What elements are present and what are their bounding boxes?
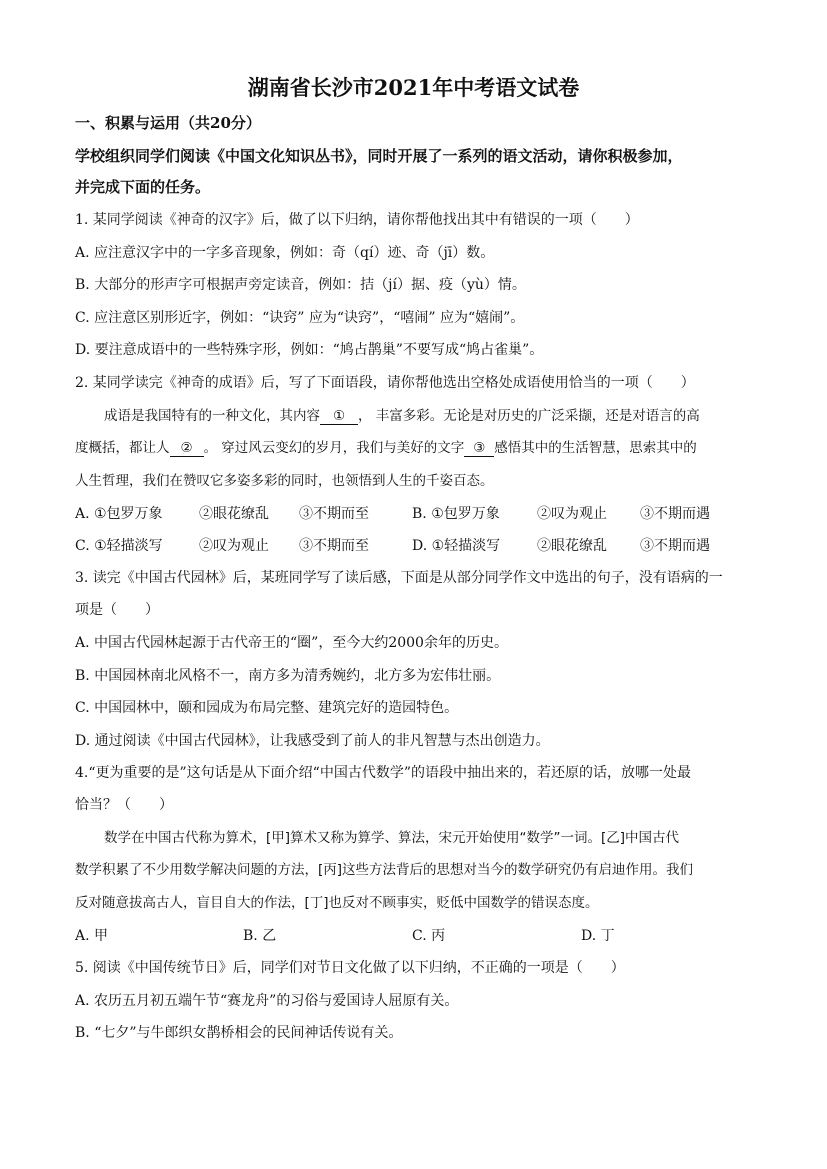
q4-option-a: A. 甲 bbox=[75, 928, 109, 944]
q2-option-a-2: ②眼花缭乱 bbox=[199, 506, 269, 522]
q2-stem: 2. 某同学读完《神奇的成语》后，写了下面语段，请你帮他选出空格处成语使用恰当的一项（ ） bbox=[75, 375, 695, 391]
q1-option-b: B. 大部分的形声字可根据声旁定读音，例如：拮（jí）据、疫（yù）情。 bbox=[75, 277, 526, 293]
q2-option-b-2: ②叹为观止 bbox=[537, 506, 607, 522]
q2-option-d-3: ③不期而遇 bbox=[640, 538, 710, 554]
q2-passage-text: ， 丰富多彩。无论是对历史的广泛采撷，还是对语言的高 bbox=[358, 408, 700, 424]
q2-option-b-3: ③不期而遇 bbox=[640, 506, 710, 522]
q2-passage-text: 成语是我国特有的一种文化，其内容 bbox=[104, 408, 320, 424]
q2-option-c-3: ③不期而至 bbox=[299, 538, 369, 554]
intro-line-2: 并完成下面的任务。 bbox=[75, 178, 211, 196]
q2-option-c-1: C. ①轻描淡写 bbox=[75, 538, 163, 554]
blank-2: ② bbox=[170, 440, 204, 457]
q1-option-a: A. 应注意汉字中的一字多音现象，例如：奇（qí）迹、奇（jī）数。 bbox=[75, 245, 495, 261]
q4-passage-line-1: 数学在中国古代称为算术，[甲]算术又称为算学、算法，宋元开始使用“数学”一词。[乙]中国古代 bbox=[104, 830, 680, 846]
q4-passage-line-3: 反对随意拔高古人，盲目自大的作法，[丁]也反对不顾事实，贬低中国数学的错误态度。 bbox=[75, 895, 599, 911]
q2-option-c-2: ②叹为观止 bbox=[199, 538, 269, 554]
q4-stem-2: 恰当？（ ） bbox=[75, 797, 173, 813]
q2-option-a-3: ③不期而至 bbox=[299, 506, 369, 522]
q3-option-a: A. 中国古代园林起源于古代帝王的“圈”，至今大约2000余年的历史。 bbox=[75, 635, 508, 651]
q2-option-d-1: D. ①轻描淡写 bbox=[412, 538, 501, 554]
q2-passage-line-3: 人生哲理，我们在赞叹它多姿多彩的同时，也领悟到人生的千姿百态。 bbox=[75, 473, 494, 489]
q5-option-b: B. “七夕”与牛郎织女鹊桥相会的民间神话传说有关。 bbox=[75, 1025, 403, 1041]
q5-option-a: A. 农历五月初五端午节“赛龙舟”的习俗与爱国诗人屈原有关。 bbox=[75, 993, 459, 1009]
intro-line-1: 学校组织同学们阅读《中国文化知识丛书》，同时开展了一系列的语文活动，请你积极参加， bbox=[75, 147, 683, 165]
blank-3: ③ bbox=[464, 440, 494, 457]
q1-option-d: D. 要注意成语中的一些特殊字形，例如：“鸠占鹊巢”不要写成“鸠占雀巢”。 bbox=[75, 342, 544, 358]
q3-stem-1: 3. 读完《中国古代园林》后，某班同学写了读后感，下面是从部分同学作文中选出的句子，没有语病的一 bbox=[75, 570, 723, 586]
q4-passage-line-2: 数学积累了不少用数学解决问题的方法，[丙]这些方法背后的思想对当今的数学研究仍有启迪作用。我们 bbox=[75, 862, 694, 878]
blank-1: ① bbox=[320, 408, 358, 425]
q2-passage-text: 感悟其中的生活智慧，思索其中的 bbox=[494, 440, 697, 456]
q2-passage-line-2 bbox=[75, 438, 697, 458]
q3-stem-2: 项是（ ） bbox=[75, 602, 159, 618]
q1-option-c: C. 应注意区别形近字，例如：“诀窍” 应为“诀窍”，“嘻闹” 应为“嬉闹”。 bbox=[75, 310, 525, 326]
section-heading: 一、积累与运用（共20分） bbox=[75, 114, 261, 132]
q4-option-d: D. 丁 bbox=[581, 928, 615, 944]
q2-option-d-2: ②眼花缭乱 bbox=[537, 538, 607, 554]
q4-option-b: B. 乙 bbox=[243, 928, 277, 944]
q2-option-a-1: A. ①包罗万象 bbox=[75, 506, 163, 522]
q2-passage-line-1 bbox=[104, 406, 700, 426]
page-title: 湖南省长沙市2021年中考语文试卷 bbox=[247, 75, 580, 100]
q5-stem: 5. 阅读《中国传统节日》后，同学们对节日文化做了以下归纳，不正确的一项是（ ） bbox=[75, 960, 625, 976]
q3-option-b: B. 中国园林南北风格不一，南方多为清秀婉约，北方多为宏伟壮丽。 bbox=[75, 668, 501, 684]
q1-stem: 1. 某同学阅读《神奇的汉字》后，做了以下归纳，请你帮他找出其中有错误的一项（ ） bbox=[75, 212, 639, 228]
q3-option-d: D. 通过阅读《中国古代园林》，让我感受到了前人的非凡智慧与杰出创造力。 bbox=[75, 733, 550, 749]
q3-option-c: C. 中国园林中，颐和园成为布局完整、建筑完好的造园特色。 bbox=[75, 700, 459, 716]
q4-stem-1: 4.“更为重要的是”这句话是从下面介绍“中国古代数学”的语段中抽出来的，若还原的话，放哪一处最 bbox=[75, 765, 691, 781]
q2-passage-text: 。 穿过风云变幻的岁月，我们与美好的文字 bbox=[203, 440, 465, 456]
q4-option-c: C. 丙 bbox=[412, 928, 446, 944]
q2-option-b-1: B. ①包罗万象 bbox=[412, 506, 500, 522]
q2-passage-text: 度概括，都让人 bbox=[75, 440, 170, 456]
